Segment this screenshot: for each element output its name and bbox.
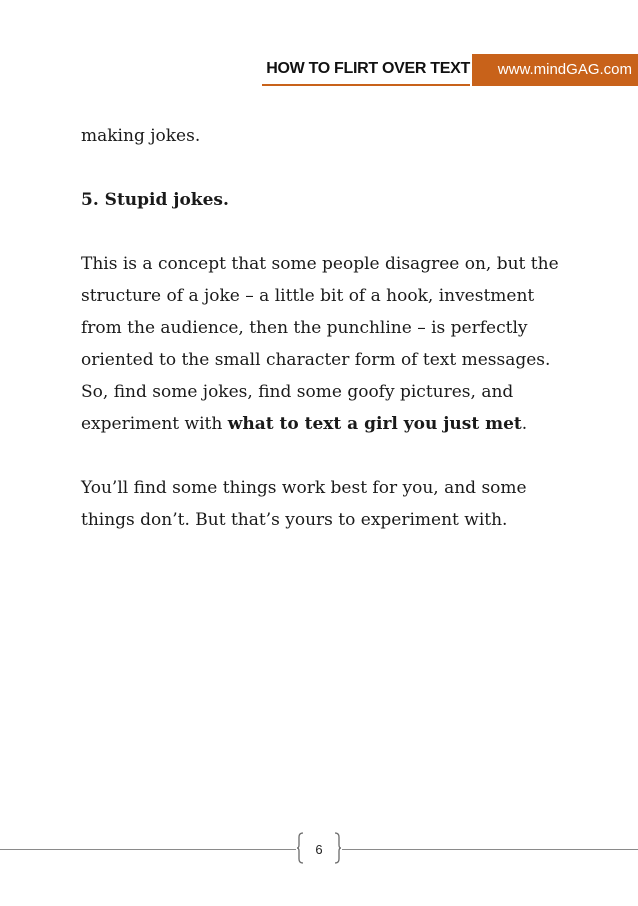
page-body (81, 120, 571, 568)
page-footer (0, 828, 638, 868)
header-site-url: www.mindGAG.com (472, 54, 638, 86)
section-heading: 5. Stupid jokes. (81, 190, 229, 210)
page-header (0, 54, 638, 86)
footer-rule-right (342, 849, 638, 850)
paragraph-1-bold-keyword: what to text a girl you just met (227, 414, 522, 434)
right-brace-icon (334, 832, 342, 864)
body-paragraph-1 (81, 248, 571, 440)
page-number: 6 (315, 842, 323, 857)
body-paragraph-2: You’ll find some things work best for you, and some things don’t. But that’s yours to experiment with. (81, 478, 527, 530)
paragraph-1-text: This is a concept that some people disagree on, but the structure of a joke – a little bit of a hook, investment from the audience, then the punchline – is perfectly oriented to the small character form of text messages. So, find some jokes, find some goofy pictures, and experiment with (81, 254, 559, 434)
paragraph-1-end: . (521, 414, 528, 434)
continuation-text: making jokes. (81, 126, 201, 146)
footer-rule-left (0, 849, 296, 850)
header-title: HOW TO FLIRT OVER TEXT (266, 60, 470, 77)
header-underline (262, 84, 470, 86)
